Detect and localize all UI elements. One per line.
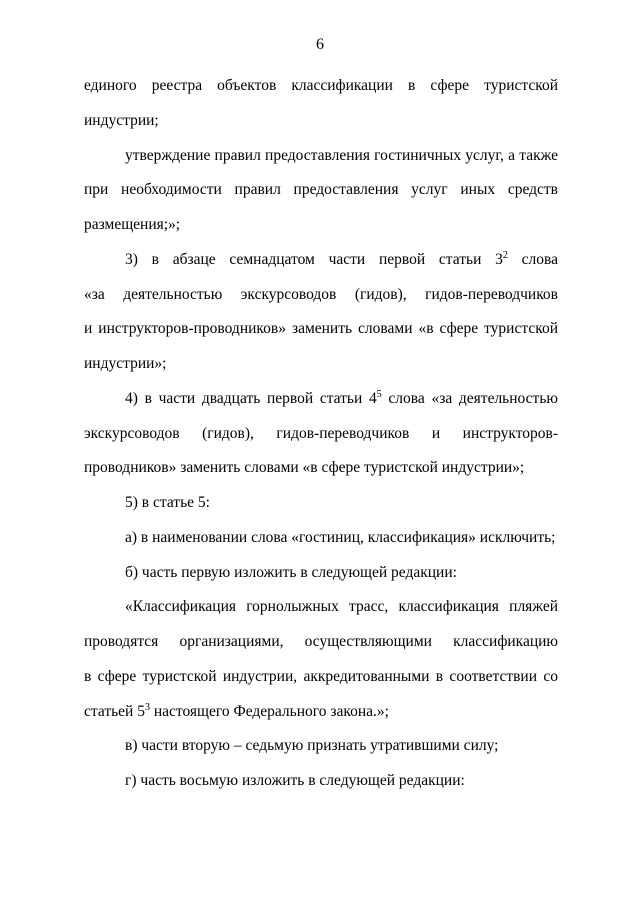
text-line: размещения;»; <box>84 216 181 233</box>
text-line: в) части вторую – седьмую признать утратившими силу; <box>125 737 499 754</box>
text-fragment: статьей 5 <box>84 703 145 720</box>
text-line: единого реестра объектов классификации в сфере туристской <box>84 77 558 94</box>
superscript: 5 <box>376 388 382 400</box>
text-line: б) часть первую изложить в следующей редакции: <box>125 564 457 581</box>
text-fragment: слова <box>507 251 558 268</box>
text-fragment: 4) в части двадцать первой статьи 4 <box>125 390 377 407</box>
text-line: проводников» заменить словами «в сфере туристской индустрии»; <box>84 459 525 476</box>
text-line: «за деятельностью экскурсоводов (гидов), гидов-переводчиков <box>84 286 558 303</box>
text-line: в сфере туристской индустрии, аккредитованными в соответствии со <box>84 668 558 685</box>
text-line: 5) в статье 5: <box>125 494 210 511</box>
text-line <box>125 389 558 409</box>
text-line: проводятся организациями, осуществляющими классификацию <box>84 633 558 650</box>
text-line: г) часть восьмую изложить в следующей редакции: <box>125 772 465 789</box>
superscript: 2 <box>502 249 508 261</box>
text-fragment: 3) в абзаце семнадцатом части первой статьи 3 <box>125 251 503 268</box>
text-line: «Классификация горнолыжных трасс, классификация пляжей <box>125 598 558 615</box>
text-line: при необходимости правил предоставления услуг иных средств <box>84 181 558 198</box>
text-line <box>125 250 558 270</box>
text-line: экскурсоводов (гидов), гидов-переводчиков и инструкторов- <box>84 425 558 442</box>
text-line: индустрии»; <box>84 355 167 372</box>
page-number: 6 <box>316 36 324 53</box>
text-line <box>84 702 558 722</box>
text-fragment: слова «за деятельностью <box>381 390 558 407</box>
text-line: утверждение правил предоставления гостиничных услуг, а также <box>125 147 558 164</box>
text-line: а) в наименовании слова «гостиниц, классификация» исключить; <box>125 529 556 546</box>
superscript: 3 <box>144 701 150 713</box>
text-line: индустрии; <box>84 112 159 129</box>
text-line: и инструкторов-проводников» заменить словами «в сфере туристской <box>84 320 558 337</box>
text-fragment: настоящего Федерального закона.»; <box>149 703 389 720</box>
